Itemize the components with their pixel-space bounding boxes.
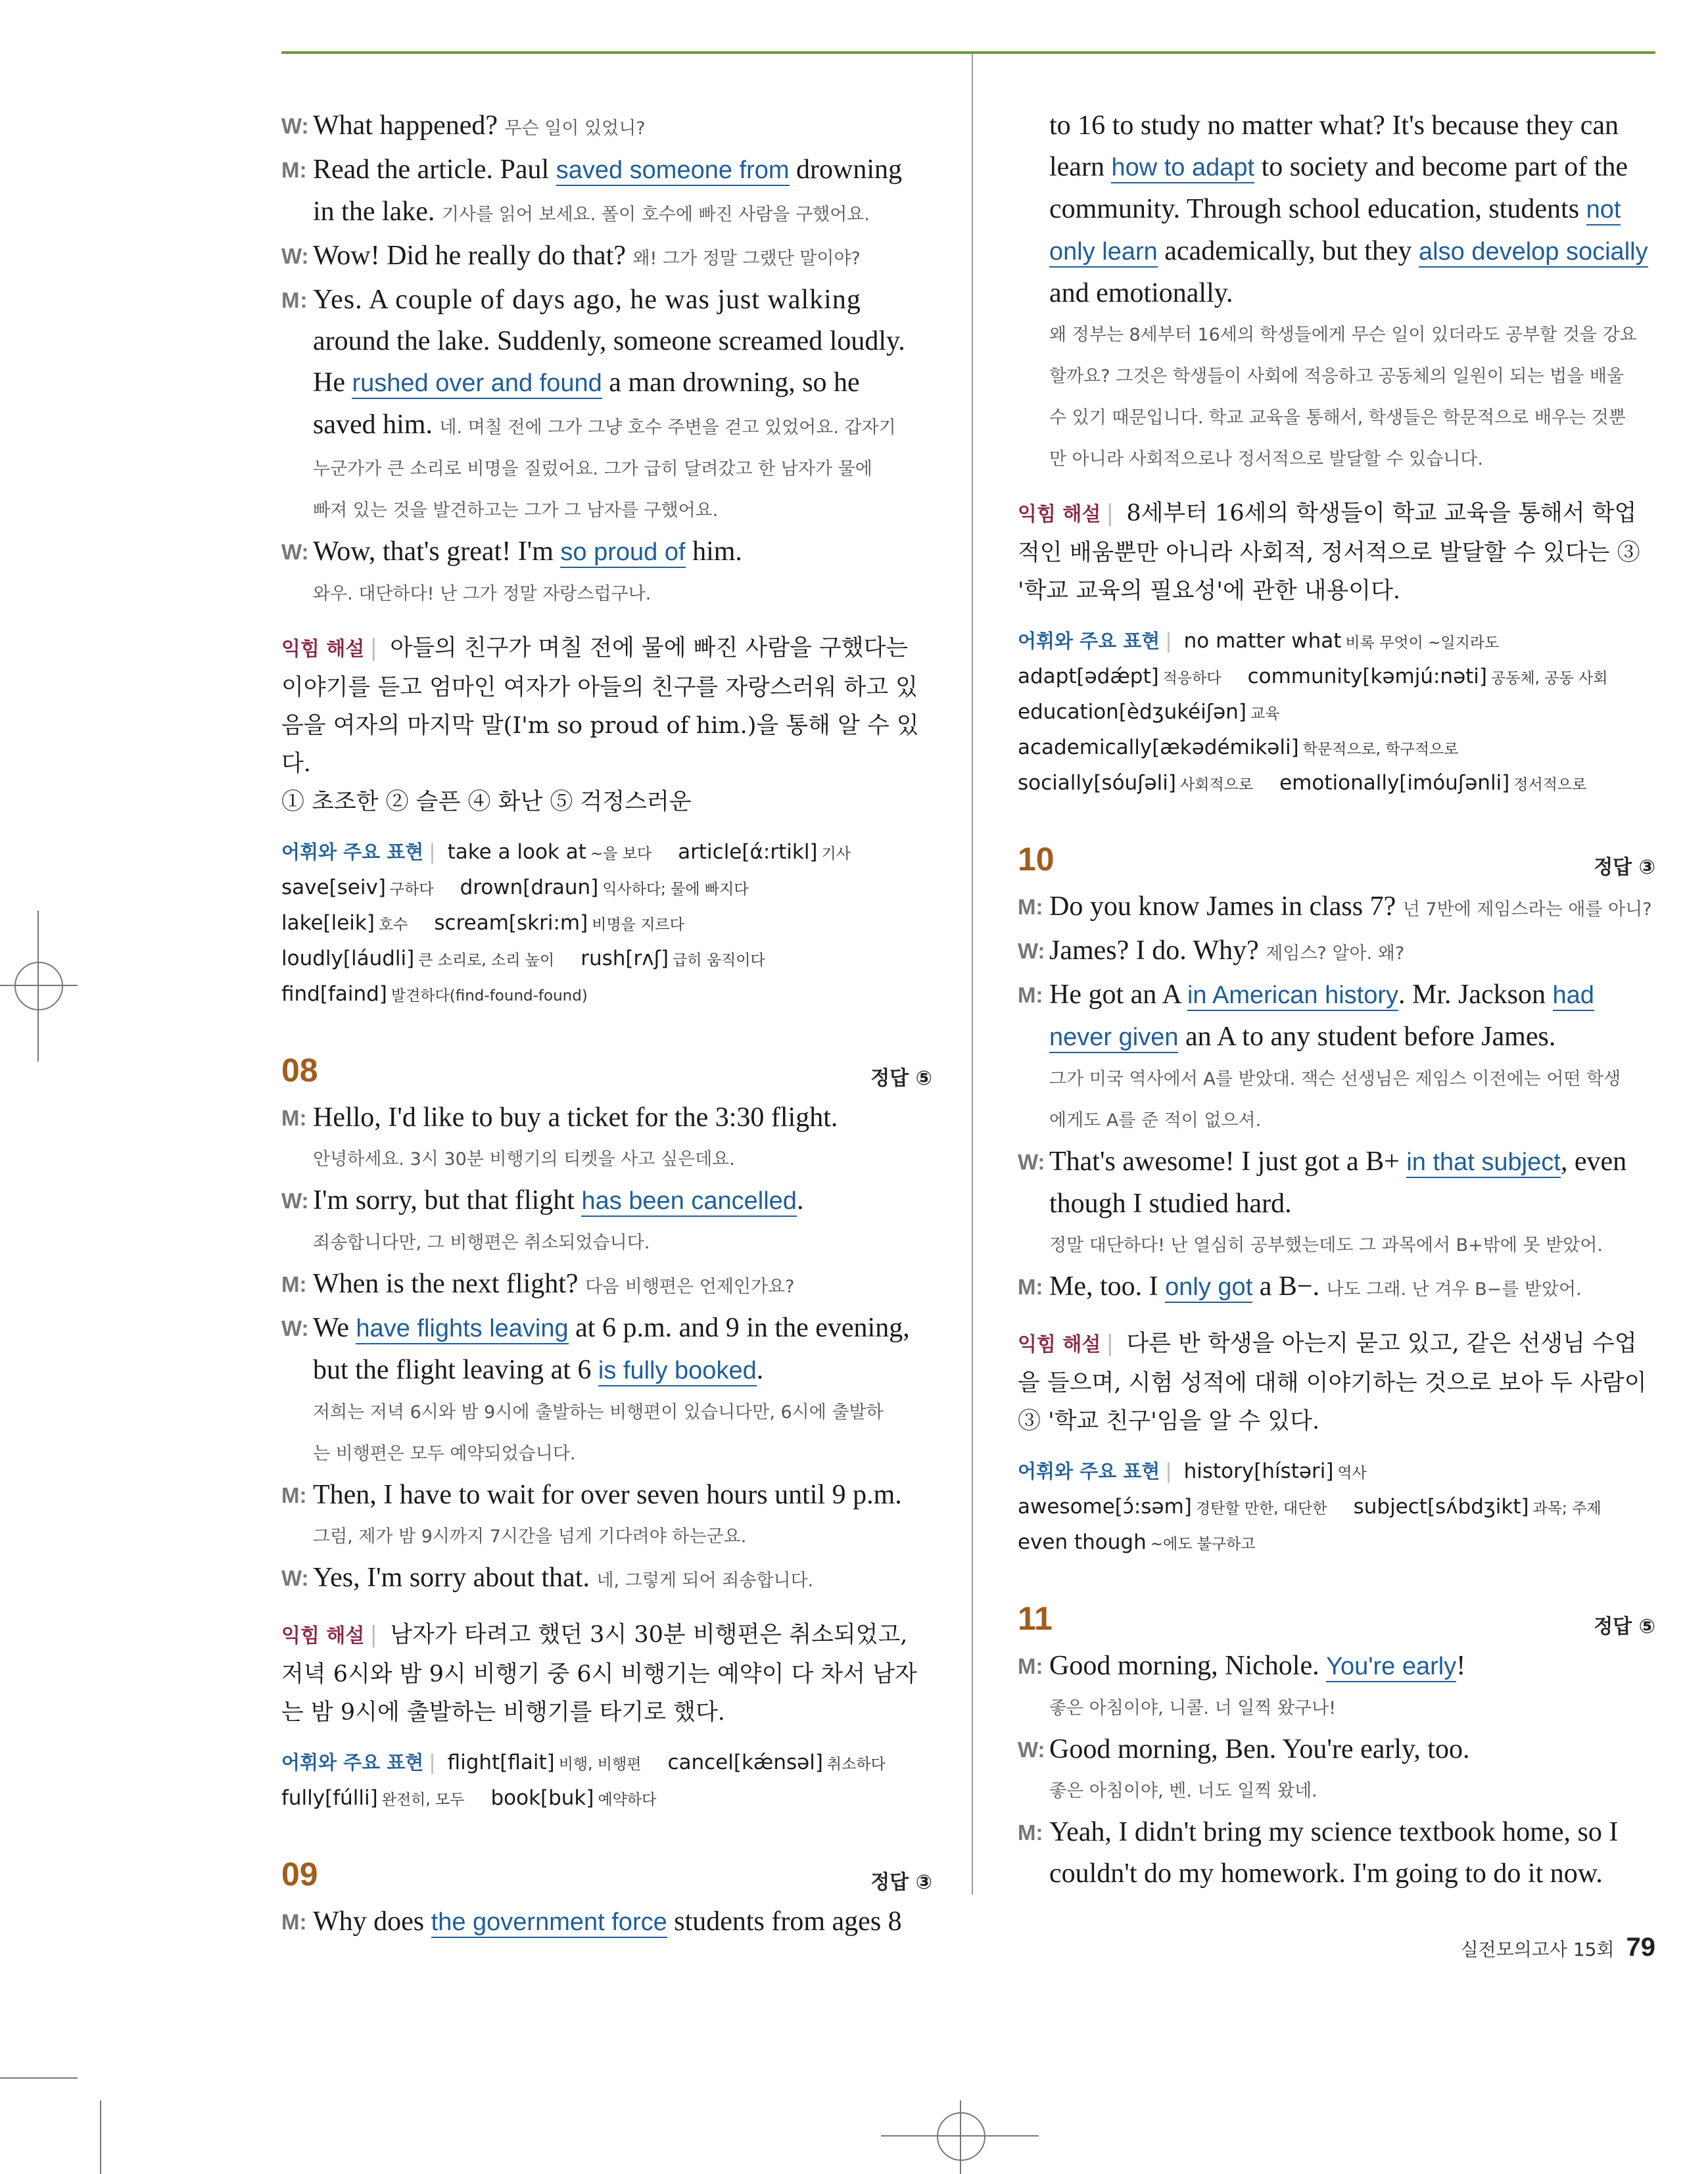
vocabulary-row: [281, 876, 749, 899]
vocabulary-meaning: 급히 움직이다: [673, 952, 765, 969]
dialogue-line: W: I'm sorry, but that flight has been cancelled.: [281, 1185, 804, 1216]
vocabulary-word: save[seiv]: [281, 876, 386, 899]
vocabulary-meaning: ~을 보다: [590, 845, 652, 863]
vocabulary-row: [1018, 1530, 1256, 1554]
question-header: [1018, 840, 1655, 886]
vocabulary-word: fully[fúlli]: [281, 1786, 378, 1810]
answer-blank: You're early: [1326, 1653, 1456, 1682]
translation-line: 안녕하세요. 3시 30분 비행기의 티켓을 사고 싶은데요.: [313, 1149, 735, 1170]
question-number: 11: [1018, 1600, 1053, 1637]
vocabulary-word: flight[flait]: [447, 1751, 555, 1774]
question-header: [1018, 1599, 1655, 1645]
vocabulary-meaning: 취소하다: [826, 1756, 886, 1773]
answer-blank: how to adapt: [1111, 154, 1254, 183]
answer-key: 정답 ③: [870, 1871, 932, 1894]
vocabulary-word: take a look at: [447, 840, 586, 864]
dialogue-line: community. Through school education, students not: [1049, 194, 1621, 224]
vocabulary-word: education[èdʒukéiʃən]: [1018, 700, 1246, 724]
answer-blank: have flights leaving: [356, 1315, 568, 1344]
footer-title: 실전모의고사 15회: [1460, 1939, 1615, 1960]
vocabulary-word: lake[leik]: [281, 911, 375, 935]
vocabulary-meaning: 학문적으로, 학구적으로: [1302, 741, 1459, 758]
vocabulary-word: subject[sʌ́bdʒikt]: [1353, 1495, 1529, 1519]
dialogue-line: W: Wow! Did he really do that? 왜! 그가 정말 그랬단 말이야?: [281, 241, 861, 271]
vocabulary-word: scream[skri:m]: [434, 911, 588, 935]
vocabulary-row: [1018, 771, 1586, 795]
vocabulary-word: book[buk]: [490, 1786, 594, 1810]
vocabulary-row: [281, 982, 588, 1006]
translation-line: 저희는 저녁 6시와 밤 9시에 출발하는 비행편이 있습니다만, 6시에 출발하: [313, 1402, 884, 1423]
vocabulary-box: 어휘와 주요 표현 | take a look at ~을 보다 article[ά:rtikl] 기사 save[seiv] 구하다 drown[draun] 익사하다; 물에 빠지다 lake[leik] 호수 scream[skri:m] 비명을 지르다 loudly[láudli] 큰 소리로, 소리 높이 rush[rʌʃ] 급히 움직이다 find[faind] 발견하다(find-found-found): [281, 840, 851, 1006]
vocabulary-meaning: 기사: [821, 845, 851, 863]
dialogue-line: W: We have flights leaving at 6 p.m. and 9 in the evening,: [281, 1313, 910, 1343]
vocabulary-meaning: 비명을 지르다: [592, 916, 684, 933]
dialogue-line: in the lake. 기사를 읽어 보세요. 폴이 호수에 빠진 사람을 구했어요.: [313, 197, 870, 227]
answer-blank: had: [1553, 981, 1594, 1011]
registration-circle: [937, 2112, 985, 2161]
translation-line: 죄송합니다만, 그 비행편은 취소되었습니다.: [313, 1233, 650, 1253]
vocabulary-word: socially[sóuʃəli]: [1018, 771, 1177, 795]
translation-line: 빠져 있는 것을 발견하고는 그가 그 남자를 구했어요.: [313, 500, 719, 521]
answer-key: 정답 ③: [1594, 856, 1655, 879]
dialogue-line: W: Wow, that's great! I'm so proud of him.: [281, 536, 742, 567]
dialogue-line: M: Good morning, Nichole. You're early!: [1018, 1651, 1466, 1681]
answer-blank: so proud of: [560, 538, 685, 568]
dialogue-line: M: Why does the government force students from ages 8: [281, 1906, 902, 1937]
vocabulary-box: 어휘와 주요 표현 | flight[flait] 비행, 비행편 cancel[kǽnsəl] 취소하다 fully[fúlli] 완전히, 모두 book[buk] 예약하다: [281, 1751, 886, 1810]
dialogue-line: W: What happened? 무슨 일이 있었니?: [281, 110, 646, 141]
crop-mark: [100, 2100, 101, 2174]
vocabulary-label: 어휘와 주요 표현: [1018, 1460, 1160, 1482]
translation-line: 만 아니라 사회적으로나 정서적으로 발달할 수 있습니다.: [1049, 449, 1483, 469]
answer-blank: the government force: [431, 1908, 667, 1938]
explanation-label: 익힘 해설: [1018, 503, 1101, 526]
vocabulary-row: [1184, 1459, 1367, 1483]
dialogue-line: around the lake. Suddenly, someone screamed loudly.: [313, 326, 905, 356]
vocabulary-word: find[faind]: [281, 982, 387, 1006]
answer-blank: has been cancelled: [581, 1187, 796, 1217]
explanation-label: 익힘 해설: [281, 1624, 365, 1647]
dialogue-line: M: Then, I have to wait for over seven hours until 9 p.m.: [281, 1480, 902, 1510]
answer-key: 정답 ⑤: [1594, 1615, 1655, 1638]
question-number: 09: [281, 1856, 318, 1893]
vocabulary-row: [1018, 700, 1279, 724]
translation-line: 그럼, 제가 밤 9시까지 7시간을 넘게 기다려야 하는군요.: [313, 1526, 747, 1547]
explanation-label: 익힘 해설: [281, 638, 365, 661]
dialogue-line: only learn academically, but they also develop socially: [1049, 236, 1648, 266]
question-header: [281, 1051, 932, 1097]
vocabulary-meaning: 비록 무엇이 ~일지라도: [1345, 634, 1500, 651]
vocabulary-word: no matter what: [1183, 629, 1342, 653]
dialogue-line: M: Yes. A couple of days ago, he was just walking: [281, 285, 861, 315]
dialogue-line: M: Do you know James in class 7? 넌 7반에 제임스라는 애를 아니?: [1018, 891, 1652, 922]
vocabulary-word: awesome[ɔ́:səm]: [1018, 1495, 1192, 1519]
explanation: 익힘 해설 | 8세부터 16세의 학생들이 학교 교육을 통해서 학업적인 배움뿐만 아니라 사회적, 정서적으로 발달할 수 있다는 ③ '학교 교육의 필요성'에 관한 내용이다.: [1018, 500, 1640, 604]
question-header: [281, 1855, 932, 1901]
vocabulary-meaning: 큰 소리로, 소리 높이: [418, 952, 555, 969]
vocabulary-box: 어휘와 주요 표현 | no matter what 비록 무엇이 ~일지라도 adapt[ədǽpt] 적응하다 community[kəmjú:nəti] 공동체, 공동 사회 education[èdʒukéiʃən] 교육 academically[ækədémikəli] 학문적으로, 학구적으로 socially[sóuʃəli] 사회적으로 emotionally[imóuʃənli] 정서적으로: [1018, 629, 1608, 795]
vocabulary-word: community[kəmjú:nəti]: [1247, 665, 1488, 688]
crop-mark: [0, 2077, 78, 2079]
dialogue-line: M: Hello, I'd like to buy a ticket for the 3:30 flight.: [281, 1102, 838, 1133]
vocabulary-meaning: 교육: [1250, 705, 1280, 722]
dialogue-line: W: James? I do. Why? 제임스? 알아. 왜?: [1018, 935, 1405, 966]
answer-blank: only got: [1165, 1273, 1252, 1303]
dialogue-line: M: Yeah, I didn't bring my science textbook home, so I: [1018, 1817, 1619, 1847]
dialogue-line: W: Good morning, Ben. You're early, too.: [1018, 1734, 1470, 1764]
dialogue-line: to 16 to study no matter what? It's because they can: [1049, 110, 1619, 141]
vocabulary-meaning: 경탄할 만한, 대단한: [1195, 1500, 1327, 1517]
answer-key: 정답 ⑤: [870, 1067, 932, 1090]
vocabulary-row: [448, 1751, 886, 1774]
vocabulary-word: rush[rʌʃ]: [581, 947, 669, 970]
dialogue-line: couldn't do my homework. I'm going to do it now.: [1049, 1858, 1603, 1889]
question-number: 08: [281, 1052, 318, 1089]
dialogue-line: M: He got an A in American history. Mr. Jackson had: [1018, 980, 1594, 1010]
vocabulary-meaning: 역사: [1337, 1465, 1367, 1482]
translation-line: 누군가가 큰 소리로 비명을 질렀어요. 그가 급히 달려갔고 한 남자가 물에: [313, 459, 872, 479]
vocabulary-word: drown[draun]: [460, 876, 599, 899]
translation-line: 수 있기 때문입니다. 학교 교육을 통해서, 학생들은 학문적으로 배우는 것뿐: [1049, 408, 1626, 428]
vocabulary-meaning: 적응하다: [1162, 670, 1222, 687]
dialogue-line: M: When is the next flight? 다음 비행편은 언제인가요?: [281, 1269, 795, 1299]
page-footer: [1461, 1933, 1655, 1962]
dialogue-line: learn how to adapt to society and become part of the: [1049, 152, 1628, 182]
vocabulary-row: [281, 947, 765, 970]
explanation: 익힘 해설 | 아들의 친구가 며칠 전에 물에 빠진 사람을 구했다는 이야기를 듣고 엄마인 여자가 아들의 친구를 자랑스러워 하고 있음을 여자의 마지막 말(I'm so proud of him.)을 통해 알 수 있다. ① 초조한 ② 슬픈 ④ 화난 ⑤ 걱정스러운: [281, 635, 919, 815]
vocabulary-row: [1018, 1495, 1601, 1519]
vocabulary-row: [1184, 629, 1500, 653]
dialogue-line: W: That's awesome! I just got a B+ in that subject, even: [1018, 1146, 1627, 1177]
vocabulary-meaning: 익사하다; 물에 빠지다: [602, 881, 749, 898]
vocabulary-word: loudly[láudli]: [281, 947, 415, 970]
dialogue-line: never given an A to any student before James.: [1049, 1022, 1556, 1052]
vocabulary-word: even though: [1018, 1530, 1147, 1554]
answer-blank: never given: [1049, 1024, 1178, 1053]
vocabulary-meaning: 구하다: [389, 881, 434, 898]
dialogue-line: and emotionally.: [1049, 278, 1233, 308]
vocabulary-word: history[hístəri]: [1183, 1459, 1334, 1483]
vocabulary-label: 어휘와 주요 표현: [281, 1751, 424, 1774]
vocabulary-row: [1018, 665, 1607, 688]
answer-blank: not: [1586, 196, 1621, 225]
vocabulary-word: article[ά:rtikl]: [678, 840, 818, 864]
question-number: 10: [1018, 841, 1055, 878]
vocabulary-meaning: ~에도 불구하고: [1150, 1536, 1256, 1553]
dialogue-line: W: Yes, I'm sorry about that. 네, 그렇게 되어 죄송합니다.: [281, 1563, 814, 1593]
vocabulary-row: [281, 911, 684, 935]
translation-line: 정말 대단하다! 난 열심히 공부했는데도 그 과목에서 B+밖에 못 받았어.: [1049, 1235, 1603, 1256]
translation-line: 와우. 대단하다! 난 그가 정말 자랑스럽구나.: [313, 584, 652, 604]
right-column: [1018, 105, 1655, 1895]
answer-blank: only learn: [1049, 238, 1158, 268]
vocabulary-meaning: 호수: [378, 916, 408, 933]
translation-line: 왜 정부는 8세부터 16세의 학생들에게 무슨 일이 있더라도 공부할 것을 강요: [1049, 325, 1637, 345]
left-column: [281, 105, 932, 1943]
vocabulary-row: [448, 840, 851, 864]
dialogue-line: saved him. 네. 며칠 전에 그가 그냥 호수 주변을 걷고 있었어요. 갑자기: [313, 410, 896, 440]
translation-line: 그가 미국 역사에서 A를 받았대. 잭슨 선생님은 제임스 이전에는 어떤 학생: [1049, 1069, 1621, 1089]
explanation: 익힘 해설 | 다른 반 학생을 아는지 묻고 있고, 같은 선생님 수업을 들으며, 시험 성적에 대해 이야기하는 것으로 보아 두 사람이 ③ '학교 친구'임을 알 수 있다.: [1018, 1331, 1647, 1434]
column-divider: [972, 54, 973, 1895]
vocabulary-word: cancel[kǽnsəl]: [667, 1751, 823, 1774]
answer-blank: in that subject: [1406, 1148, 1560, 1178]
explanation: 익힘 해설 | 남자가 타려고 했던 3시 30분 비행편은 취소되었고, 저녁 6시와 밤 9시 비행기 중 6시 비행기는 예약이 다 차서 남자는 밤 9시에 출발하는 비행기를 타기로 했다.: [281, 1622, 917, 1726]
vocabulary-box: 어휘와 주요 표현 | history[hístəri] 역사 awesome[ɔ́:səm] 경탄할 만한, 대단한 subject[sʌ́bdʒikt] 과목; 주제 even though ~에도 불구하고: [1018, 1459, 1601, 1554]
dialogue-line: but the flight leaving at 6 is fully booked.: [313, 1355, 764, 1385]
translation-line: 좋은 아침이야, 벤. 너도 일찍 왔네.: [1049, 1781, 1317, 1801]
translation-line: 는 비행편은 모두 예약되었습니다.: [313, 1444, 576, 1464]
answer-blank: is fully booked: [598, 1357, 757, 1386]
dialogue-line: though I studied hard.: [1049, 1189, 1292, 1219]
vocabulary-label: 어휘와 주요 표현: [1018, 630, 1160, 652]
dialogue-line: M: Me, too. I only got a B−. 나도 그래. 난 겨우 B−를 받았어.: [1018, 1271, 1582, 1302]
registration-circle: [14, 962, 63, 1010]
vocabulary-word: academically[ækədémikəli]: [1018, 736, 1299, 759]
answer-blank: saved someone from: [556, 156, 790, 186]
vocabulary-meaning: 공동체, 공동 사회: [1491, 670, 1608, 687]
vocabulary-meaning: 발견하다(find-found-found): [391, 987, 588, 1004]
translation-line: 에게도 A를 준 적이 없으셔.: [1049, 1110, 1262, 1131]
translation-line: 할까요? 그것은 학생들이 사회에 적응하고 공동체의 일원이 되는 법을 배울: [1049, 366, 1625, 387]
vocabulary-word: adapt[ədǽpt]: [1018, 665, 1159, 688]
vocabulary-meaning: 완전히, 모두: [381, 1791, 465, 1808]
dialogue-line: M: Read the article. Paul saved someone from drowning: [281, 154, 903, 185]
vocabulary-label: 어휘와 주요 표현: [281, 841, 424, 863]
vocabulary-meaning: 과목; 주제: [1532, 1500, 1601, 1517]
vocabulary-word: emotionally[imóuʃənli]: [1279, 771, 1510, 795]
answer-blank: also develop socially: [1419, 238, 1648, 268]
explanation-label: 익힘 해설: [1018, 1333, 1101, 1356]
vocabulary-meaning: 정서적으로: [1513, 776, 1587, 793]
dialogue-line: He rushed over and found a man drowning, so he: [313, 367, 860, 398]
vocabulary-row: [281, 1786, 656, 1810]
vocabulary-row: [1018, 736, 1459, 759]
top-rule: [281, 51, 1655, 54]
vocabulary-meaning: 비행, 비행편: [558, 1756, 642, 1773]
answer-blank: in American history: [1187, 981, 1398, 1011]
page-number: 79: [1626, 1933, 1655, 1962]
translation-line: 좋은 아침이야, 니콜. 너 일찍 왔구나!: [1049, 1698, 1337, 1718]
answer-blank: rushed over and found: [352, 369, 602, 399]
vocabulary-meaning: 예약하다: [598, 1791, 657, 1808]
vocabulary-meaning: 사회적으로: [1180, 776, 1254, 793]
